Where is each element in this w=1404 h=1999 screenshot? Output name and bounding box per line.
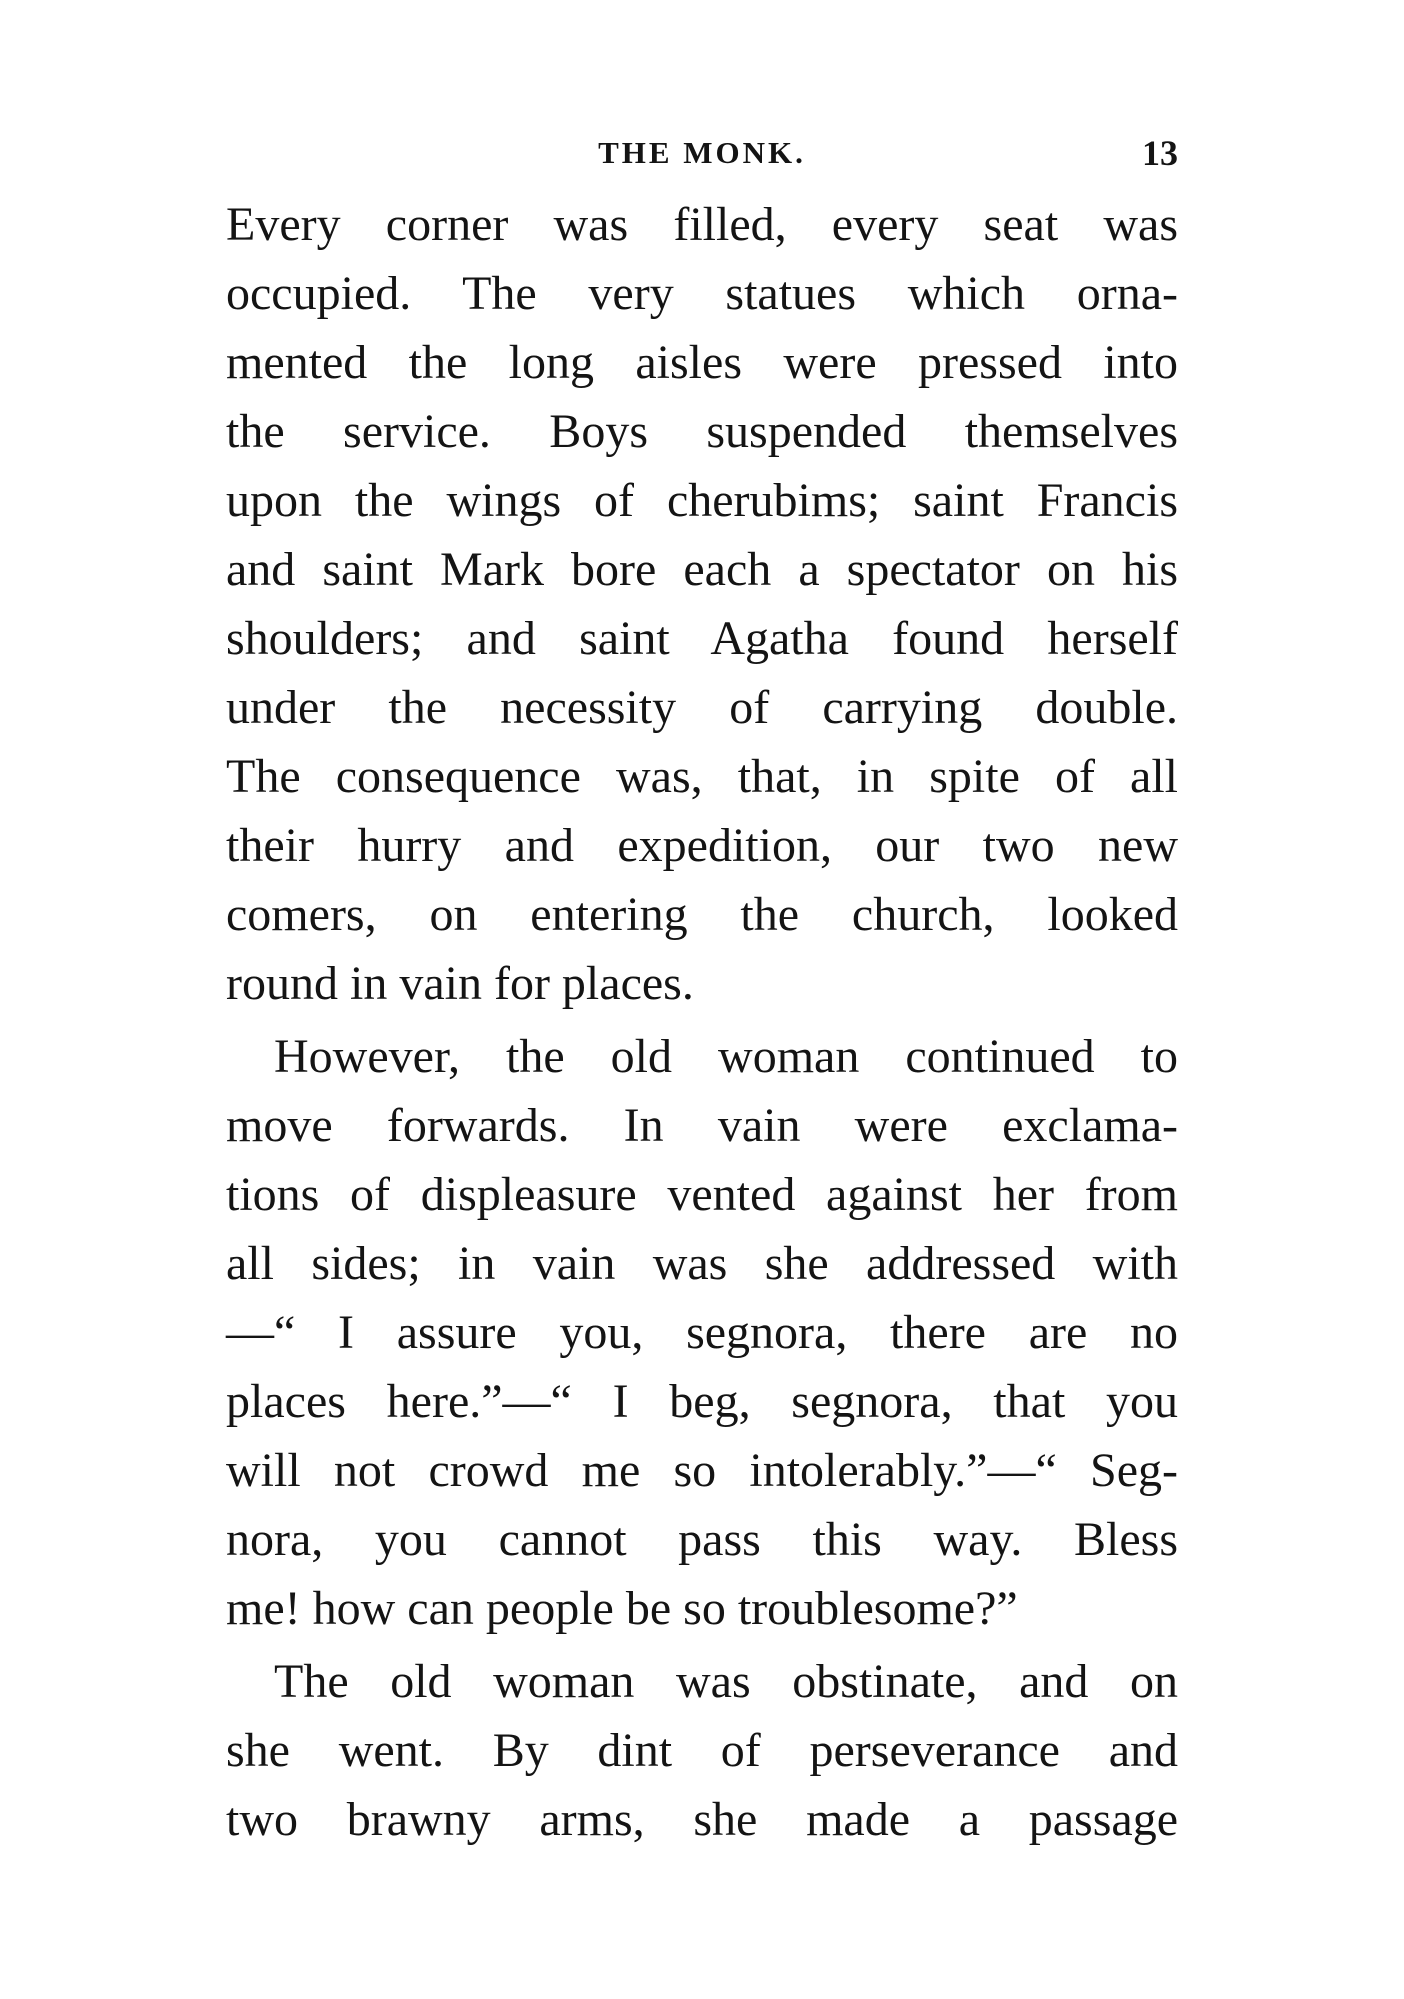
- text-line: mented the long aisles were pressed into: [226, 336, 1178, 389]
- text-line: The consequence was, that, in spite of all: [226, 750, 1178, 803]
- body-text: [226, 190, 1178, 1854]
- text-line: two brawny arms, she made a passage: [226, 1793, 1178, 1846]
- text-line: comers, on entering the church, looked: [226, 888, 1178, 941]
- text-line: occupied. The very statues which orna-: [226, 267, 1178, 320]
- text-line: under the necessity of carrying double.: [226, 681, 1178, 734]
- paragraph-2: [226, 1022, 1178, 1643]
- text-line: and saint Mark bore each a spectator on his: [226, 543, 1178, 596]
- text-line: round in vain for places.: [226, 957, 694, 1010]
- text-line: the service. Boys suspended themselves: [226, 405, 1178, 458]
- paragraph-1: [226, 190, 1178, 1018]
- text-line: —“ I assure you, segnora, there are no: [226, 1306, 1178, 1359]
- text-line: However, the old woman continued to: [274, 1030, 1178, 1083]
- text-line: The old woman was obstinate, and on: [274, 1655, 1178, 1708]
- text-line: shoulders; and saint Agatha found herself: [226, 612, 1178, 665]
- text-line: she went. By dint of perseverance and: [226, 1724, 1178, 1777]
- text-line: their hurry and expedition, our two new: [226, 819, 1178, 872]
- text-line: places here.”—“ I beg, segnora, that you: [226, 1375, 1178, 1428]
- text-line: upon the wings of cherubims; saint Francis: [226, 474, 1178, 527]
- page-number: 13: [1142, 133, 1178, 173]
- running-title: THE MONK.: [598, 135, 806, 170]
- text-line: will not crowd me so intolerably.”—“ Seg-: [226, 1444, 1178, 1497]
- text-line: tions of displeasure vented against her from: [226, 1168, 1178, 1221]
- text-line: me! how can people be so troublesome?”: [226, 1582, 1018, 1635]
- text-line: Every corner was filled, every seat was: [226, 198, 1178, 251]
- text-line: move forwards. In vain were exclama-: [226, 1099, 1178, 1152]
- paragraph-3: [226, 1647, 1178, 1854]
- text-line: nora, you cannot pass this way. Bless: [226, 1513, 1178, 1566]
- text-line: all sides; in vain was she addressed with: [226, 1237, 1178, 1290]
- running-head: [226, 128, 1178, 178]
